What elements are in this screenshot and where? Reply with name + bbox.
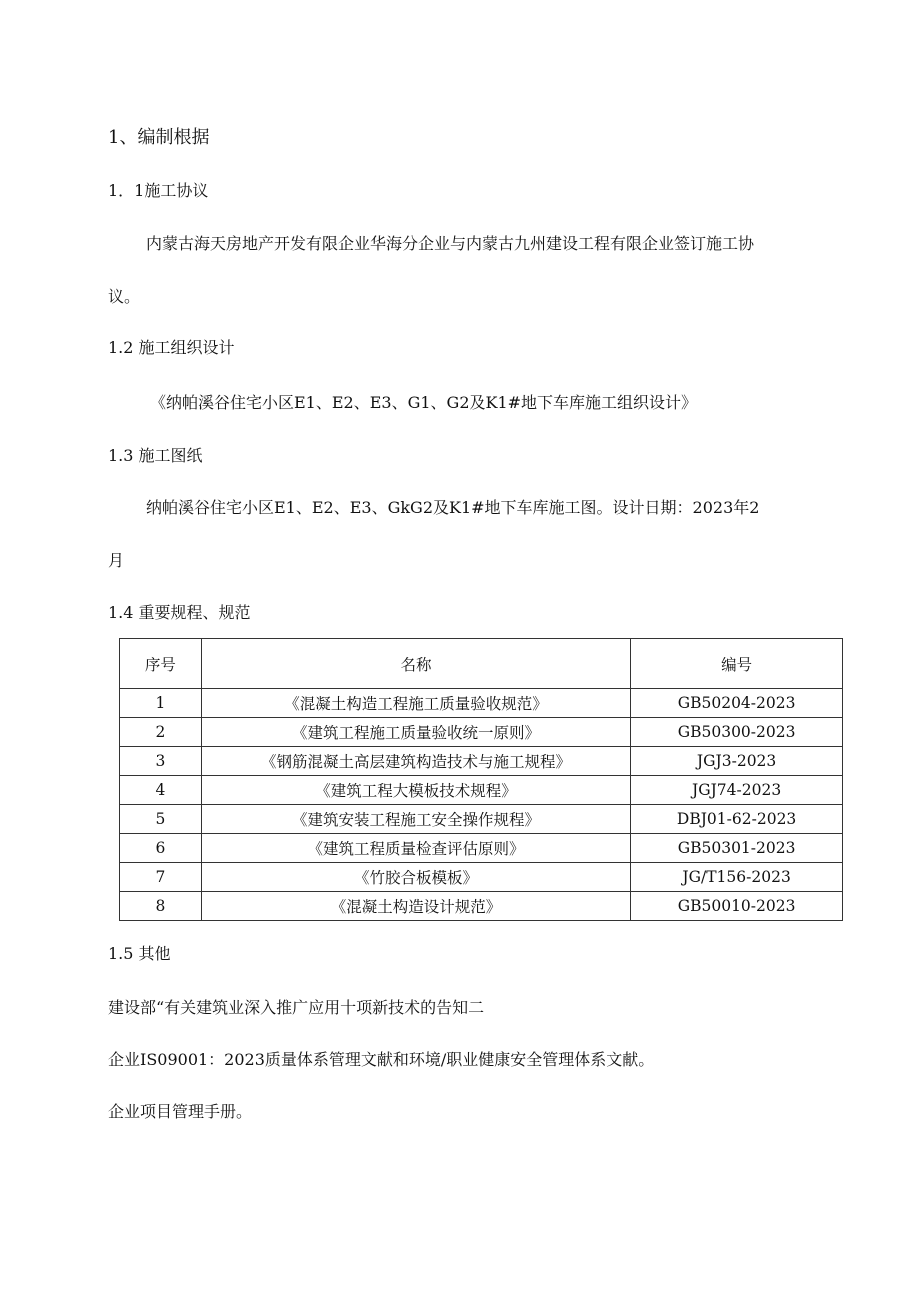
paragraph-1-5-line3: 企业项目管理手册。 <box>108 1102 253 1121</box>
row-code: JGJ74-2023 <box>631 776 843 805</box>
paragraph-1-3-line2: 月 <box>108 551 125 570</box>
row-code: JG/T156-2023 <box>631 863 843 892</box>
standards-table <box>119 638 843 921</box>
row-index: 4 <box>120 776 202 805</box>
row-index: 5 <box>120 805 202 834</box>
table-row <box>120 776 843 805</box>
row-code: JGJ3-2023 <box>631 747 843 776</box>
row-name: 《混凝土构造设计规范》 <box>201 892 630 921</box>
paragraph-1-5-line2: 企业IS09001：2023质量体系管理文献和环境/职业健康安全管理体系文献。 <box>108 1050 655 1069</box>
subsection-title-1-4: 1.4 重要规程、规范 <box>108 603 251 622</box>
row-index: 3 <box>120 747 202 776</box>
subsection-title-1-3: 1.3 施工图纸 <box>108 446 203 465</box>
row-name: 《建筑工程质量检查评估原则》 <box>201 834 630 863</box>
table-header-row <box>120 639 843 689</box>
row-index: 6 <box>120 834 202 863</box>
row-index: 2 <box>120 718 202 747</box>
row-code: GB50204-2023 <box>631 689 843 718</box>
subsection-title-1-5: 1.5 其他 <box>108 944 171 963</box>
section-heading: 1、编制根据 <box>108 127 210 148</box>
row-code: GB50301-2023 <box>631 834 843 863</box>
row-index: 1 <box>120 689 202 718</box>
row-code: GB50300-2023 <box>631 718 843 747</box>
row-name: 《竹胶合板模板》 <box>201 863 630 892</box>
row-name: 《钢筋混凝土高层建筑构造技术与施工规程》 <box>201 747 630 776</box>
paragraph-1-1-line1: 内蒙古海天房地产开发有限企业华海分企业与内蒙古九州建设工程有限企业签订施工协 <box>146 234 755 253</box>
table-row <box>120 689 843 718</box>
row-name: 《建筑工程大模板技术规程》 <box>201 776 630 805</box>
subsection-title-1-1: 1．1施工协议 <box>108 181 209 200</box>
paragraph-1-1-line2: 议。 <box>108 287 141 306</box>
row-name: 《建筑安装工程施工安全操作规程》 <box>201 805 630 834</box>
table-row <box>120 892 843 921</box>
row-index: 8 <box>120 892 202 921</box>
row-code: GB50010-2023 <box>631 892 843 921</box>
row-name: 《建筑工程施工质量验收统一原则》 <box>201 718 630 747</box>
subsection-title-1-2: 1.2 施工组织设计 <box>108 338 235 357</box>
header-name: 名称 <box>201 639 630 689</box>
row-index: 7 <box>120 863 202 892</box>
table-row <box>120 863 843 892</box>
table-row <box>120 747 843 776</box>
paragraph-1-5-line1: 建设部“有关建筑业深入推广应用十项新技术的告知二 <box>108 998 485 1017</box>
header-code: 编号 <box>631 639 843 689</box>
table-row <box>120 718 843 747</box>
paragraph-1-3-line1: 纳帕溪谷住宅小区E1、E2、E3、GkG2及K1#地下车库施工图。设计日期：2023年2 <box>146 498 760 517</box>
paragraph-1-2-line1: 《纳帕溪谷住宅小区E1、E2、E3、G1、G2及K1#地下车库施工组织设计》 <box>150 393 698 412</box>
header-index: 序号 <box>120 639 202 689</box>
table-row <box>120 834 843 863</box>
row-code: DBJ01-62-2023 <box>631 805 843 834</box>
row-name: 《混凝土构造工程施工质量验收规范》 <box>201 689 630 718</box>
table-row <box>120 805 843 834</box>
